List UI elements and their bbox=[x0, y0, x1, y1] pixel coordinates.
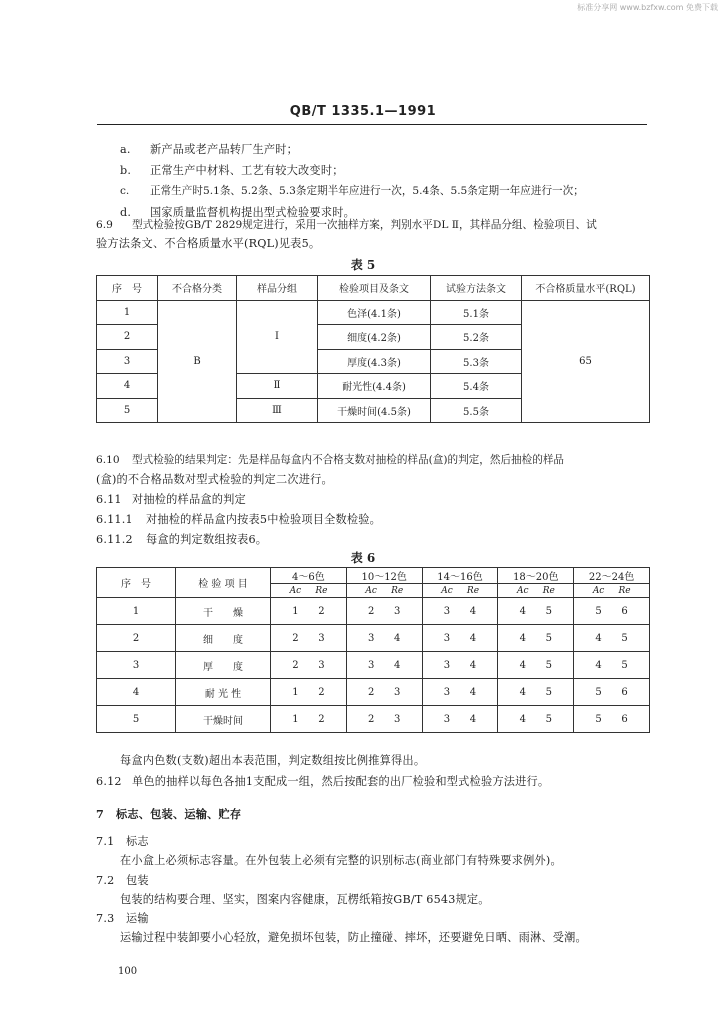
table6-cell-pair: 4 5 bbox=[498, 625, 574, 652]
table6-ac-re bbox=[422, 584, 498, 598]
table5-cell-method: 5.1条 bbox=[431, 300, 522, 325]
paragraph-6-11: 6.11 对抽检的样品盒的判定 bbox=[96, 493, 246, 506]
table5-cell-method: 5.4条 bbox=[431, 374, 522, 399]
table6-header-item: 检 验 项 目 bbox=[176, 568, 271, 598]
table6-cell-pair: 5 6 bbox=[574, 679, 650, 706]
ac-label: Ac bbox=[517, 585, 529, 596]
table6-cell-pair: 2 3 bbox=[346, 679, 422, 706]
table6-cell-pair: 4 5 bbox=[498, 706, 574, 733]
table6-header-group: 10～12色 bbox=[346, 568, 422, 584]
paragraph-6-9: 6.9 型式检验按GB/T 2829规定进行，采用一次抽样方案，判别水平DL Ⅱ，其样品分组、检验项目、试 bbox=[96, 219, 597, 231]
table5-header-rql: 不合格质量水平(RQL) bbox=[522, 276, 650, 301]
table-5 bbox=[96, 275, 650, 423]
table6-cell-pair: 3 4 bbox=[422, 625, 498, 652]
table5-cell-no: 2 bbox=[97, 325, 158, 350]
table6-cell-pair: 3 4 bbox=[422, 706, 498, 733]
table-row bbox=[97, 652, 650, 679]
table6-header-group: 18～20色 bbox=[498, 568, 574, 584]
table6-cell-pair: 2 3 bbox=[271, 652, 347, 679]
ac-label: Ac bbox=[289, 585, 302, 596]
table6-cell-pair: 1 2 bbox=[271, 706, 347, 733]
section-7-1-text: 在小盒上必须标志容量。在外包装上必须有完整的识别标志(商业部门有特殊要求例外)。 bbox=[120, 854, 562, 867]
table5-cell-item: 厚度(4.3条) bbox=[318, 349, 431, 374]
paragraph-6-10: 6.10 型式检验的结果判定：先是样品每盒内不合格支数对抽检的样品(盒)的判定，然后抽检的样品 bbox=[96, 454, 565, 466]
table6-cell-no: 3 bbox=[97, 652, 176, 679]
table6-cell-pair: 4 5 bbox=[498, 598, 574, 625]
table5-cell-rql: 65 bbox=[522, 300, 650, 423]
table5-cell-item: 耐光性(4.4条) bbox=[318, 374, 431, 399]
table6-cell-item: 干燥时间 bbox=[176, 706, 271, 733]
table6-ac-re bbox=[346, 584, 422, 598]
ac-label: Ac bbox=[365, 585, 377, 596]
paragraph-6-11-1: 6.11.1 对抽检的样品盒内按表5中检验项目全数检验。 bbox=[96, 513, 382, 526]
table5-cell-item: 色泽(4.1条) bbox=[318, 300, 431, 325]
table6-cell-item: 干 燥 bbox=[176, 598, 271, 625]
table6-cell-pair: 1 2 bbox=[271, 679, 347, 706]
table6-cell-no: 5 bbox=[97, 706, 176, 733]
table6-ac-re bbox=[271, 584, 347, 598]
table6-header-group: 22～24色 bbox=[574, 568, 650, 584]
table6-cell-no: 1 bbox=[97, 598, 176, 625]
header-rule bbox=[97, 124, 647, 125]
table5-header-row bbox=[97, 276, 650, 301]
table6-cell-pair: 3 4 bbox=[346, 625, 422, 652]
table-row bbox=[97, 300, 650, 325]
table6-header-group: 14～16色 bbox=[422, 568, 498, 584]
section-7-2-text: 包装的结构要合理、坚实，图案内容健康，瓦楞纸箱按GB/T 6543规定。 bbox=[120, 893, 490, 906]
table6-cell-pair: 2 3 bbox=[271, 625, 347, 652]
table5-cell-group-2: Ⅱ bbox=[237, 374, 318, 399]
table5-cell-method: 5.3条 bbox=[431, 349, 522, 374]
table5-header-class: 不合格分类 bbox=[158, 276, 237, 301]
table5-header-item: 检验项目及条文 bbox=[318, 276, 431, 301]
table5-cell-no: 1 bbox=[97, 300, 158, 325]
table-row bbox=[97, 706, 650, 733]
table5-cell-no: 4 bbox=[97, 374, 158, 399]
list-item-d: d. 国家质量监督机构提出型式检验要求时。 bbox=[120, 206, 355, 219]
table6-cell-pair: 2 3 bbox=[346, 598, 422, 625]
table6-cell-pair: 4 5 bbox=[498, 652, 574, 679]
table5-cell-no: 3 bbox=[97, 349, 158, 374]
paragraph-6-12: 6.12 单色的抽样以每色各抽1支配成一组，然后按配套的出厂检验和型式检验方法进行。 bbox=[96, 775, 550, 788]
list-item-b: b. 正常生产中材料、工艺有较大改变时； bbox=[120, 164, 344, 177]
list-item-a: a. 新产品或老产品转厂生产时； bbox=[120, 143, 299, 156]
table5-cell-no: 5 bbox=[97, 398, 158, 423]
table5-cell-class: B bbox=[158, 300, 237, 423]
table6-cell-item: 厚 度 bbox=[176, 652, 271, 679]
re-label: Re bbox=[466, 585, 480, 596]
table6-cell-pair: 4 5 bbox=[574, 652, 650, 679]
table5-cell-item: 干燥时间(4.5条) bbox=[318, 398, 431, 423]
page-number: 100 bbox=[118, 966, 138, 977]
table6-cell-pair: 4 5 bbox=[498, 679, 574, 706]
table5-header-no: 序 号 bbox=[97, 276, 158, 301]
paragraph-6-10-cont: (盒)的不合格品数对型式检验的判定二次进行。 bbox=[96, 473, 333, 486]
re-label: Re bbox=[618, 585, 631, 596]
paragraph-6-11-2: 6.11.2 每盒的判定数组按表6。 bbox=[96, 533, 268, 546]
table6-cell-no: 2 bbox=[97, 625, 176, 652]
table6-cell-pair: 5 6 bbox=[574, 598, 650, 625]
list-item-c: c. 正常生产时5.1条、5.2条、5.3条定期半年应进行一次，5.4条、5.5条定期一年应进行一次； bbox=[120, 185, 584, 197]
ac-label: Ac bbox=[441, 585, 453, 596]
section-7-3-heading: 7.3 运输 bbox=[96, 912, 149, 925]
table6-cell-pair: 3 4 bbox=[346, 652, 422, 679]
table5-header-group: 样品分组 bbox=[237, 276, 318, 301]
table6-header-no: 序 号 bbox=[97, 568, 176, 598]
section-7-3-text: 运输过程中装卸要小心轻放，避免损坏包装，防止撞碰、摔坏，还要避免日晒、雨淋、受潮。 bbox=[120, 931, 587, 944]
table6-cell-item: 细 度 bbox=[176, 625, 271, 652]
table6-cell-pair: 3 4 bbox=[422, 598, 498, 625]
section-7-1-heading: 7.1 标志 bbox=[96, 835, 149, 848]
table6-cell-pair: 4 5 bbox=[574, 625, 650, 652]
section-7-heading: 7 标志、包装、运输、贮存 bbox=[96, 807, 242, 821]
section-7-2-heading: 7.2 包装 bbox=[96, 874, 149, 887]
page-header: QB/T 1335.1—1991 bbox=[289, 104, 437, 119]
ac-label: Ac bbox=[592, 585, 605, 596]
table6-caption: 表 6 bbox=[350, 551, 376, 565]
table6-cell-pair: 2 3 bbox=[346, 706, 422, 733]
table6-cell-no: 4 bbox=[97, 679, 176, 706]
table6-cell-pair: 3 4 bbox=[422, 652, 498, 679]
table6-header-group: 4～6色 bbox=[271, 568, 347, 584]
table-row bbox=[97, 679, 650, 706]
table5-caption: 表 5 bbox=[350, 258, 376, 272]
re-label: Re bbox=[391, 585, 404, 596]
table6-ac-re bbox=[574, 584, 650, 598]
table5-cell-group-3: Ⅲ bbox=[237, 398, 318, 423]
table-row bbox=[97, 625, 650, 652]
re-label: Re bbox=[315, 585, 328, 596]
paragraph-6-9-cont: 验方法条文、不合格质量水平(RQL)见表5。 bbox=[96, 237, 321, 250]
table6-note: 每盒内色数(支数)超出本表范围，判定数组按比例推算得出。 bbox=[120, 754, 426, 767]
table5-cell-method: 5.5条 bbox=[431, 398, 522, 423]
table6-header-row bbox=[97, 568, 650, 584]
table5-cell-item: 细度(4.2条) bbox=[318, 325, 431, 350]
table-row bbox=[97, 598, 650, 625]
table-6 bbox=[96, 567, 650, 733]
table6-cell-pair: 5 6 bbox=[574, 706, 650, 733]
table6-cell-item: 耐 光 性 bbox=[176, 679, 271, 706]
table6-cell-pair: 3 4 bbox=[422, 679, 498, 706]
table5-cell-method: 5.2条 bbox=[431, 325, 522, 350]
table6-ac-re bbox=[498, 584, 574, 598]
table6-cell-pair: 1 2 bbox=[271, 598, 347, 625]
watermark: 标准分享网 www.bzfxw.com 免费下载 bbox=[577, 3, 718, 12]
table5-cell-group-1: Ⅰ bbox=[237, 300, 318, 374]
re-label: Re bbox=[542, 585, 555, 596]
table5-header-method: 试验方法条文 bbox=[431, 276, 522, 301]
